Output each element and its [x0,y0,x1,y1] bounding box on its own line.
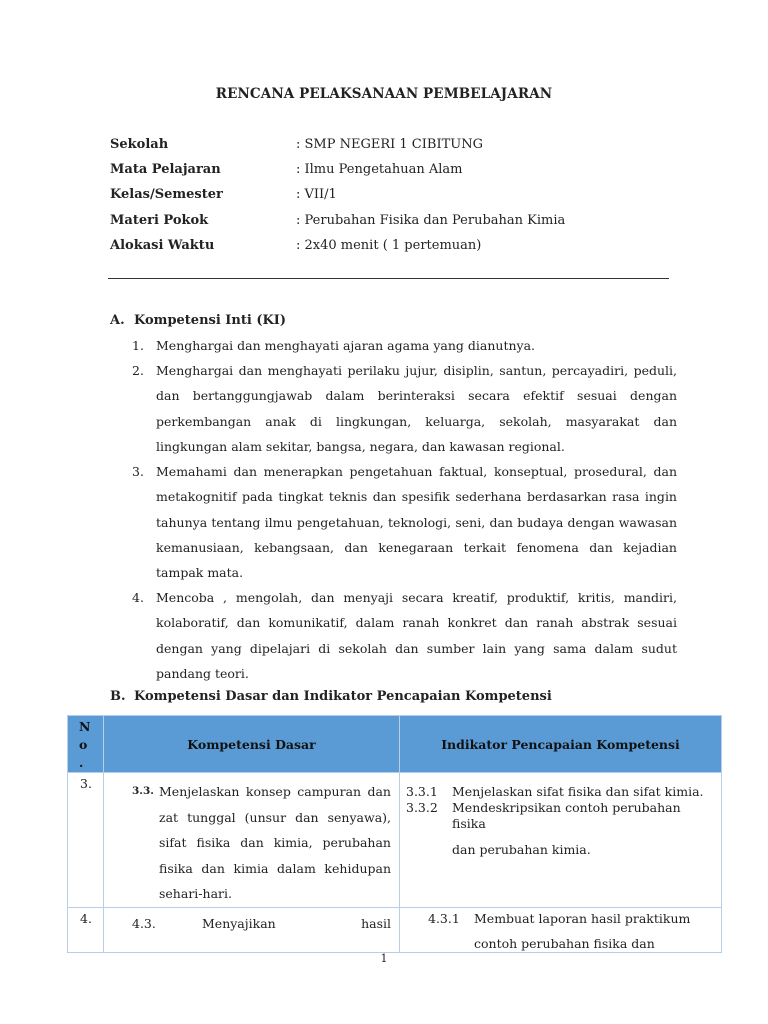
row-1-ipk-1-text: Menjelaskan sifat fisika dan sifat kimia. [452,784,704,799]
info-label-alokasi-waktu: Alokasi Waktu [110,238,215,253]
row-1-ipk-2-code: 3.3.2 [406,800,438,815]
row-1-number: 3. [68,773,104,908]
row-2-kd-code: 4.3. [132,915,156,931]
header-no-label: No . [79,719,91,770]
info-value-sekolah: : SMP NEGERI 1 CIBITUNG [296,137,483,152]
row-2-ipk-cell [400,907,722,952]
row-1-ipk-2 [406,800,715,832]
ki-item-2-text: Menghargai dan menghayati perilaku jujur, disiplin, santun, percayadiri, peduli, dan bertanggungjawab dalam berinteraksi secara efektif sesuai dengan perkembangan anak di lingkungan, keluarga, sekolah, masyarakat dan lingkungan alam sekitar, bangsa, negara, dan kawasan regional. [156,363,677,454]
row-1-kd-cell [104,773,400,908]
row-1-ipk-2-text: Mendeskripsikan contoh perubahan fisika [452,800,681,831]
table-row [68,907,722,952]
header-no [68,716,104,773]
info-label-sekolah: Sekolah [110,137,169,152]
ki-item-2-number: 2. [132,363,144,378]
row-1-ipk-continuation: dan perubahan kimia. [452,842,591,857]
section-b-heading: Kompetensi Dasar dan Indikator Pencapaian Kompetensi [134,689,552,704]
row-1-kd-text: Menjelaskan konsep campuran dan zat tunggal (unsur dan senyawa), sifat fisika dan kimia, perubahan fisika dan kimia dalam kehidupan sehari-hari. [159,784,391,901]
table-row [68,773,722,908]
ki-item-3-text: Memahami dan menerapkan pengetahuan faktual, konseptual, prosedural, dan metakognitif pada tingkat teknis dan spesifik sederhana berdasarkan rasa ingin tahunya tentang ilmu pengetahuan, teknologi, seni, dan budaya dengan wawasan kemanusiaan, kebangsaan, dan kenegaraan terkait fenomena dan kejadian tampak mata. [156,464,677,581]
ki-item-4-text: Mencoba , mengolah, dan menyaji secara kreatif, produktif, kritis, mandiri, kolaboratif, dan komunikatif, dalam ranah konkret dan ranah abstrak sesuai dengan yang dipelajari di sekolah dan sumber lain yang sama dalam sudut pandang teori. [156,590,677,681]
row-2-number: 4. [68,907,104,952]
info-value-alokasi-waktu: : 2x40 menit ( 1 pertemuan) [296,238,482,253]
row-2-ipk-1-code: 4.3.1 [428,910,460,926]
row-1-ipk-cell [400,773,722,908]
info-label-kelas-semester: Kelas/Semester [110,187,223,202]
row-2-ipk-1-text: Membuat laporan hasil praktikum [474,910,691,926]
section-a-letter: A. [110,313,125,328]
info-value-kelas-semester: : VII/1 [296,187,337,202]
row-2-ipk-continuation: contoh perubahan fisika dan [474,935,655,951]
info-value-mata-pelajaran: : Ilmu Pengetahuan Alam [296,162,463,177]
header-divider [108,278,669,279]
ki-item-3-number: 3. [132,464,144,479]
row-2-ipk-1 [428,911,715,927]
ki-item-4-number: 4. [132,590,144,605]
row-1-ipk-1 [406,784,715,800]
row-2-kd-cell [104,907,400,952]
document-title: RENCANA PELAKSANAAN PEMBELAJARAN [215,86,553,102]
info-label-materi-pokok: Materi Pokok [110,213,209,228]
header-indikator: Indikator Pencapaian Kompetensi [400,716,722,773]
table-header-row [68,716,722,773]
row-1-kd-code: 3.3. [132,785,154,797]
info-label-mata-pelajaran: Mata Pelajaran [110,162,221,177]
ki-item-1-number: 1. [132,338,144,353]
row-1-ipk-1-code: 3.3.1 [406,784,438,799]
section-a-heading: Kompetensi Inti (KI) [134,313,286,328]
info-value-materi-pokok: : Perubahan Fisika dan Perubahan Kimia [296,213,566,228]
header-kompetensi-dasar: Kompetensi Dasar [104,716,400,773]
section-b-letter: B. [110,689,126,704]
row-2-kd-text: Menyajikan hasil [202,915,391,931]
page-number: 1 [380,952,388,965]
kd-ipk-table [67,715,722,953]
ki-item-1-text: Menghargai dan menghayati ajaran agama yang dianutnya. [156,338,536,353]
